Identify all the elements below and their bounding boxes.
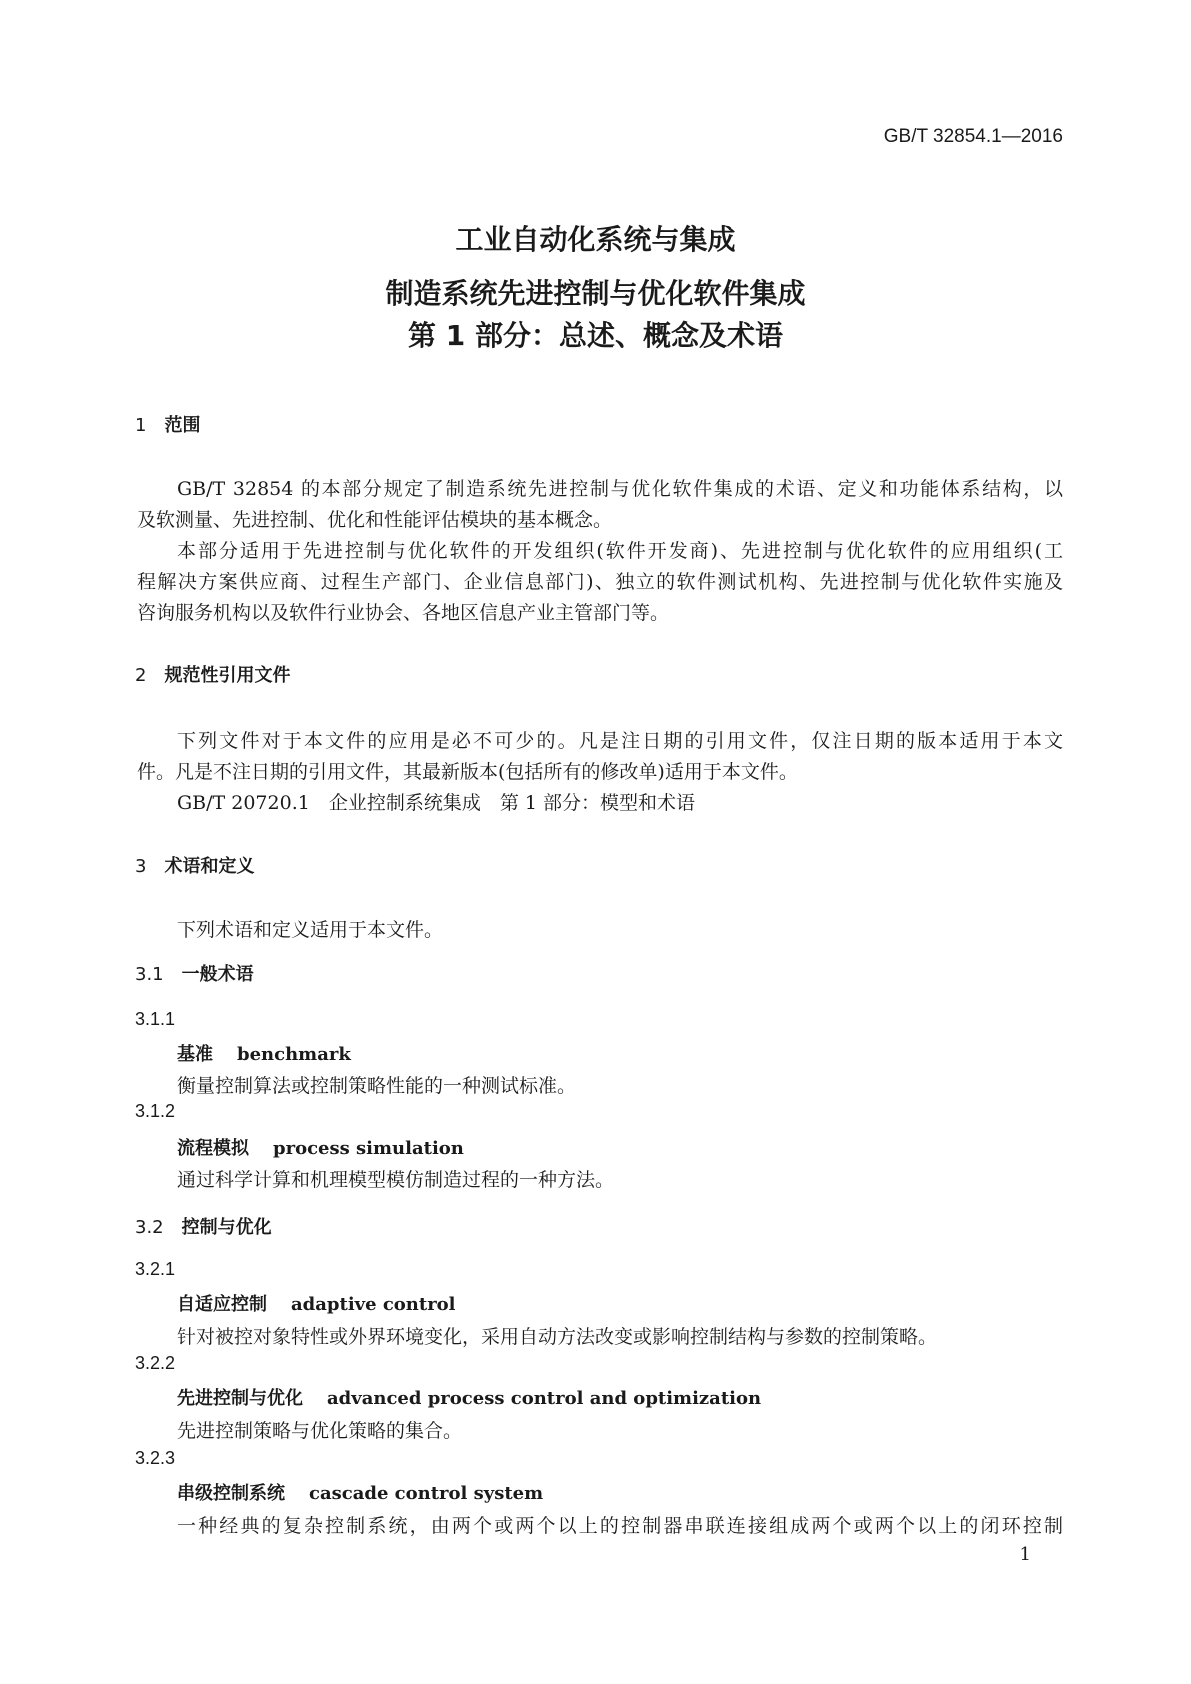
- term-chinese: 基准: [177, 1044, 213, 1065]
- section-title: 术语和定义: [164, 856, 255, 877]
- term-number: 3.1.1: [135, 1009, 176, 1029]
- normative-reference: GB/T 20720.1 企业控制系统集成 第 1 部分：模型和术语: [177, 792, 695, 814]
- term-heading: [177, 1134, 464, 1160]
- paragraph-line: 程解决方案供应商、过程生产部门、企业信息部门)、独立的软件测试机构、先进控制与优化软件实施及: [137, 571, 1063, 593]
- term-number: 3.1.2: [135, 1101, 176, 1121]
- section-title: 规范性引用文件: [164, 665, 291, 686]
- paragraph-line: 本部分适用于先进控制与优化软件的开发组织(软件开发商)、先进控制与优化软件的应用组织(工: [177, 540, 1063, 562]
- section-title: 范围: [164, 415, 201, 436]
- section-number: 3.1: [135, 964, 164, 985]
- document-number: GB/T 32854.1—2016: [883, 126, 1063, 147]
- term-definition: 通过科学计算和机理模型模仿制造过程的一种方法。: [177, 1169, 615, 1191]
- term-english: benchmark: [237, 1044, 351, 1065]
- section-number: 3.2: [135, 1217, 164, 1238]
- term-english: adaptive control: [291, 1294, 456, 1315]
- term-chinese: 自适应控制: [177, 1294, 267, 1315]
- paragraph-line: 下列文件对于本文件的应用是必不可少的。凡是注日期的引用文件，仅注日期的版本适用于本文: [177, 730, 1063, 752]
- subsection-3-1-heading: [135, 960, 254, 986]
- term-chinese: 串级控制系统: [177, 1483, 285, 1504]
- term-heading: [177, 1384, 761, 1410]
- paragraph-line: 及软测量、先进控制、优化和性能评估模块的基本概念。: [137, 509, 613, 531]
- term-number: 3.2.1: [135, 1259, 176, 1279]
- term-chinese: 流程模拟: [177, 1138, 249, 1159]
- section-3-heading: [135, 852, 254, 878]
- term-chinese: 先进控制与优化: [177, 1388, 303, 1409]
- section-number: 3: [135, 856, 147, 877]
- term-number: 3.2.3: [135, 1448, 176, 1468]
- term-heading: [177, 1479, 543, 1505]
- section-title: 一般术语: [181, 964, 254, 985]
- section-number: 2: [135, 665, 147, 686]
- page-number: 1: [1019, 1544, 1031, 1565]
- term-heading: [177, 1040, 351, 1066]
- term-english: process simulation: [273, 1138, 464, 1159]
- term-definition: 衡量控制算法或控制策略性能的一种测试标准。: [177, 1075, 577, 1097]
- title-line-2: 制造系统先进控制与优化软件集成: [385, 277, 806, 310]
- paragraph-line: 咨询服务机构以及软件行业协会、各地区信息产业主管部门等。: [137, 602, 670, 624]
- term-english: cascade control system: [309, 1483, 544, 1504]
- section-number: 1: [135, 415, 147, 436]
- subsection-3-2-heading: [135, 1213, 272, 1239]
- section-1-heading: [135, 411, 200, 437]
- section-3-intro: 下列术语和定义适用于本文件。: [177, 919, 444, 941]
- section-title: 控制与优化: [181, 1217, 272, 1238]
- term-english: advanced process control and optimization: [327, 1388, 762, 1409]
- term-definition: 一种经典的复杂控制系统，由两个或两个以上的控制器串联连接组成两个或两个以上的闭环控制: [177, 1515, 1063, 1537]
- term-heading: [177, 1290, 456, 1316]
- title-line-1: 工业自动化系统与集成: [455, 223, 736, 256]
- term-number: 3.2.2: [135, 1353, 176, 1373]
- term-definition: 先进控制策略与优化策略的集合。: [177, 1420, 463, 1442]
- section-2-heading: [135, 661, 290, 687]
- paragraph-line: GB/T 32854 的本部分规定了制造系统先进控制与优化软件集成的术语、定义和功能体系结构，以: [177, 478, 1063, 500]
- title-line-3: 第 1 部分：总述、概念及术语: [408, 319, 783, 352]
- term-definition: 针对被控对象特性或外界环境变化，采用自动方法改变或影响控制结构与参数的控制策略。: [177, 1326, 938, 1348]
- paragraph-line: 件。凡是不注日期的引用文件，其最新版本(包括所有的修改单)适用于本文件。: [137, 761, 798, 783]
